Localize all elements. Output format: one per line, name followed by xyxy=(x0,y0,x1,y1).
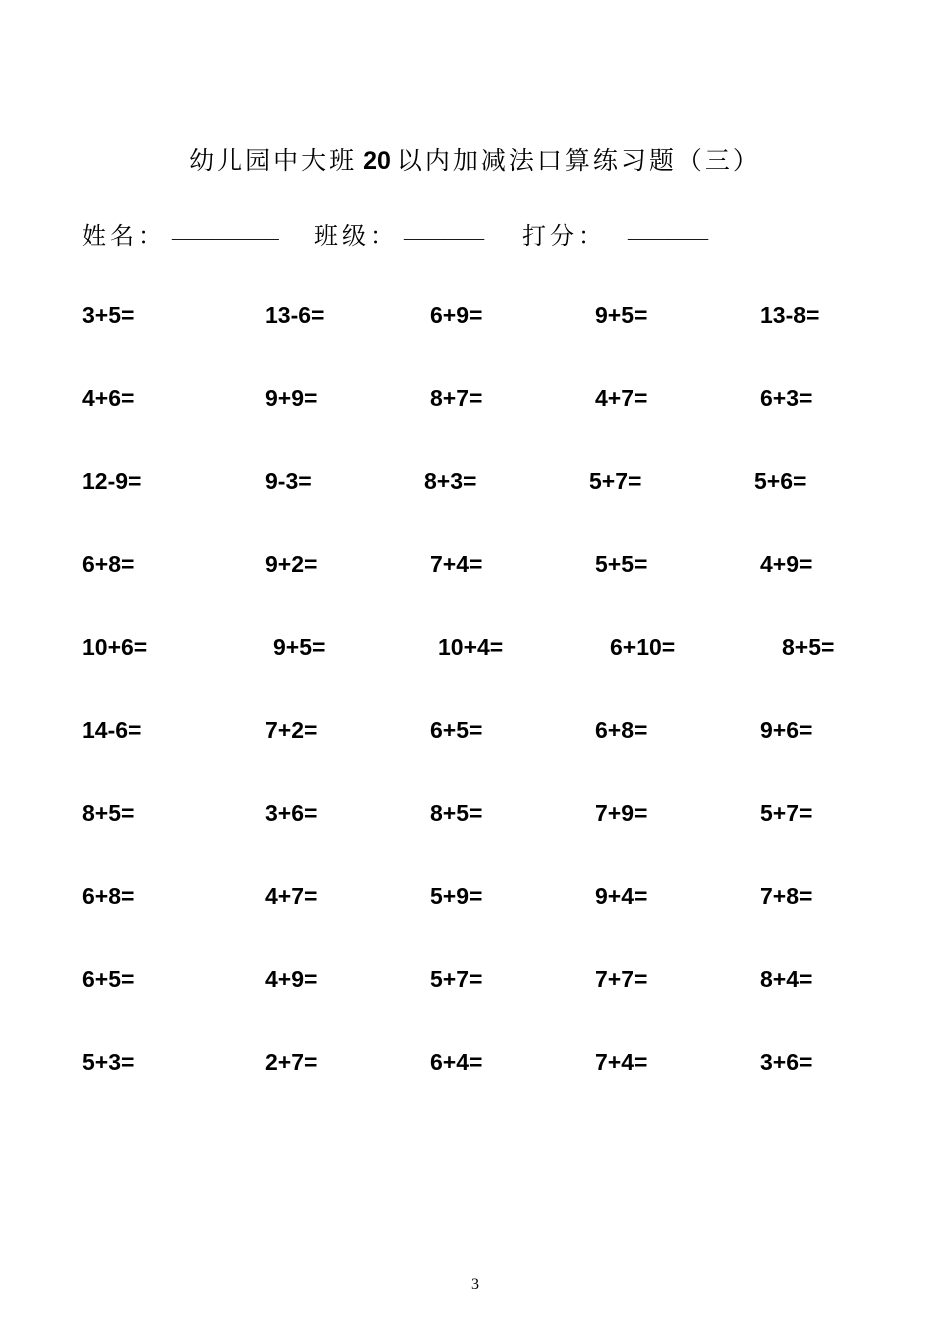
math-problem: 4+9= xyxy=(265,966,318,992)
math-problem: 7+9= xyxy=(595,800,648,826)
title-suffix: 以内加减法口算练习题（三） xyxy=(396,146,761,175)
math-problem: 8+7= xyxy=(430,385,483,411)
name-label: 姓名： xyxy=(82,222,166,250)
math-problem: 8+5= xyxy=(82,800,135,826)
math-problem: 3+6= xyxy=(265,800,318,826)
math-problem: 6+4= xyxy=(430,1049,483,1075)
math-problem: 6+8= xyxy=(82,551,135,577)
math-problem: 7+8= xyxy=(760,883,813,909)
math-problem: 7+2= xyxy=(265,717,318,743)
title-number: 20 xyxy=(363,147,391,175)
math-problem: 9+9= xyxy=(265,385,318,411)
math-problem: 5+7= xyxy=(430,966,483,992)
math-problem: 9+5= xyxy=(273,634,326,660)
math-problem: 2+7= xyxy=(265,1049,318,1075)
math-problem: 10+6= xyxy=(82,634,148,660)
math-problem: 9+4= xyxy=(595,883,648,909)
math-problem: 8+3= xyxy=(424,468,477,494)
math-problem: 4+7= xyxy=(595,385,648,411)
name-blank[interactable]: ________ xyxy=(172,216,279,243)
math-problem: 6+8= xyxy=(82,883,135,909)
title-prefix: 幼儿园中大班 xyxy=(189,146,358,175)
math-problem: 5+3= xyxy=(82,1049,135,1075)
math-problem: 9+5= xyxy=(595,302,648,328)
math-problem: 8+5= xyxy=(782,634,835,660)
math-problem: 7+4= xyxy=(430,551,483,577)
math-problem: 6+9= xyxy=(430,302,483,328)
math-problem: 5+7= xyxy=(760,800,813,826)
math-problem: 5+6= xyxy=(754,468,807,494)
page-title xyxy=(0,141,950,177)
math-problem: 6+5= xyxy=(82,966,135,992)
math-problem: 7+4= xyxy=(595,1049,648,1075)
math-problem: 4+7= xyxy=(265,883,318,909)
math-problem: 6+3= xyxy=(760,385,813,411)
math-problem: 8+4= xyxy=(760,966,813,992)
math-problem: 6+5= xyxy=(430,717,483,743)
math-problem: 5+5= xyxy=(595,551,648,577)
math-problem: 9+6= xyxy=(760,717,813,743)
class-label: 班级： xyxy=(314,222,398,250)
math-problem: 9-3= xyxy=(265,468,312,494)
score-blank[interactable]: ______ xyxy=(628,216,709,243)
math-problem: 12-9= xyxy=(82,468,142,494)
math-problem: 14-6= xyxy=(82,717,142,743)
math-problem: 3+5= xyxy=(82,302,135,328)
math-problem: 9+2= xyxy=(265,551,318,577)
math-problem: 8+5= xyxy=(430,800,483,826)
math-problem: 4+9= xyxy=(760,551,813,577)
math-problem: 5+7= xyxy=(589,468,642,494)
math-problem: 5+9= xyxy=(430,883,483,909)
math-problem: 10+4= xyxy=(438,634,504,660)
math-problem: 13-6= xyxy=(265,302,325,328)
math-problem: 4+6= xyxy=(82,385,135,411)
math-problem: 6+10= xyxy=(610,634,676,660)
math-problem: 6+8= xyxy=(595,717,648,743)
page-number: 3 xyxy=(471,1276,479,1293)
math-problem: 7+7= xyxy=(595,966,648,992)
score-label: 打分： xyxy=(522,222,606,250)
math-problem: 13-8= xyxy=(760,302,820,328)
math-problem: 3+6= xyxy=(760,1049,813,1075)
class-blank[interactable]: ______ xyxy=(404,216,485,243)
